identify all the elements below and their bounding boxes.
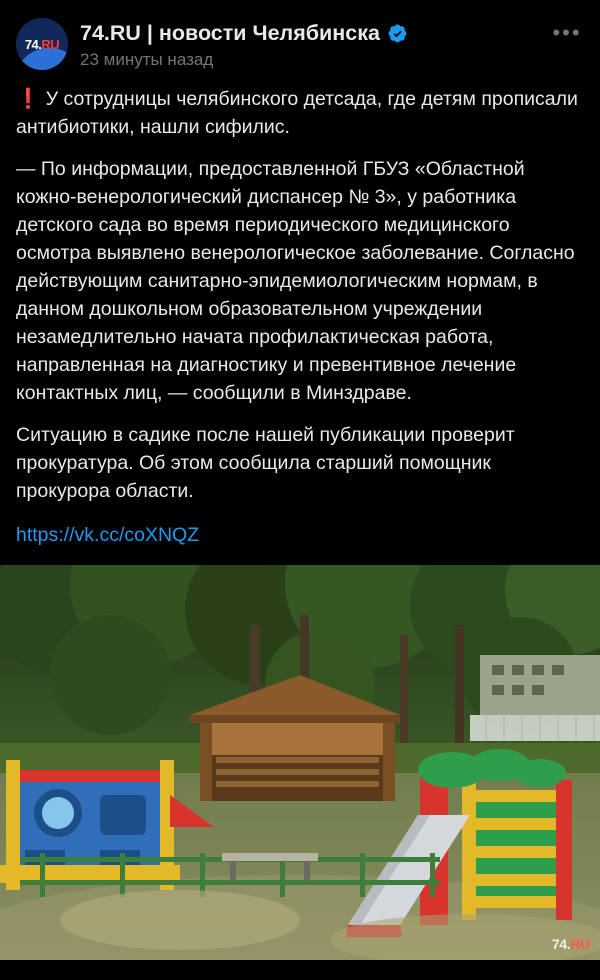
account-name-row: [80, 20, 550, 46]
avatar-logo-left: 74.: [24, 36, 42, 52]
post-body: [0, 71, 600, 549]
post-paragraph-2: — По информации, предоставленной ГБУЗ «Областной кожно-венерологический диспансер № 3», у работника детского сада во время периодического медицинского осмотра выявлено венерологическое заболевание. Согласно действующим санитарно-эпидемиологическим нормам, в данном дошкольном образовательном учреждении незамедлительно начата профилактическая работа, направленная на диагностику и превентивное лечение контактных лиц, — сообщили в Минздраве.: [16, 158, 575, 404]
avatar[interactable]: [16, 18, 68, 70]
image-watermark-left: 74.: [551, 936, 571, 952]
post-header: [0, 0, 600, 71]
post-paragraph-3: Ситуацию в садике после нашей публикации проверит прокуратура. Об этом сообщила старший помощник прокурора области.: [16, 424, 515, 502]
image-watermark: [552, 936, 590, 952]
post-paragraph-1: ❗️ У сотрудницы челябинского детсада, где детям прописали антибиотики, нашли сифилис.: [16, 88, 578, 138]
image-watermark-right: RU: [570, 936, 590, 952]
post-header-text: [80, 18, 550, 71]
post-link[interactable]: https://vk.cc/coXNQZ: [16, 524, 200, 546]
post-timestamp: 23 минуты назад: [80, 50, 214, 69]
verified-badge-icon: [387, 23, 408, 44]
post-image[interactable]: [0, 565, 600, 960]
avatar-logo: [25, 37, 59, 52]
avatar-logo-right: RU: [41, 36, 60, 52]
account-name[interactable]: 74.RU | новости Челябинска: [80, 21, 380, 45]
more-options-icon[interactable]: •••: [552, 20, 582, 45]
